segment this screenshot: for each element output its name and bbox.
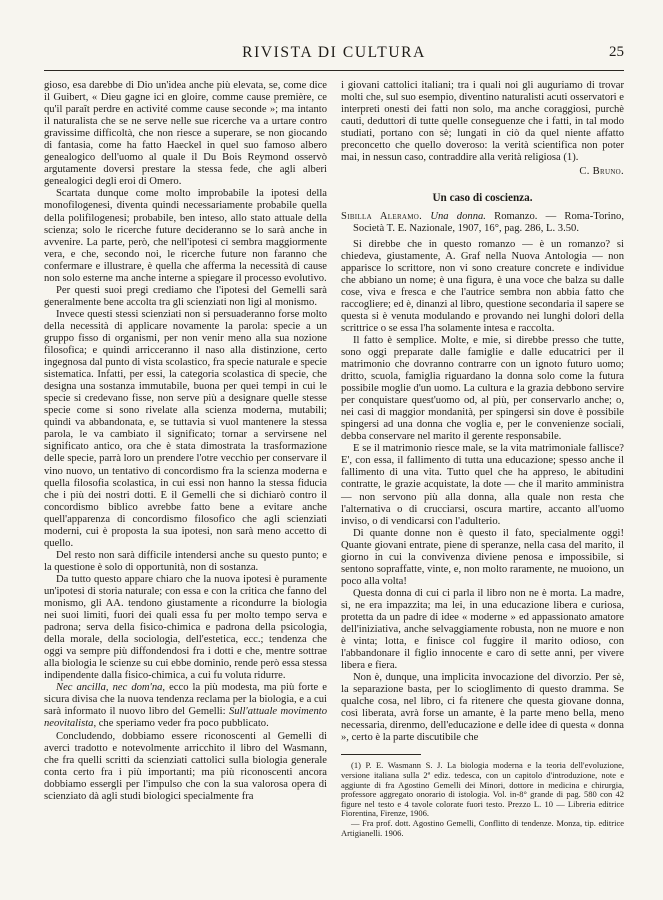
book-citation [341, 211, 624, 235]
latin-motto: Nec ancilla, nec dom'na [56, 682, 163, 694]
book-title: Sull'attuale movimento neovitalista [44, 706, 327, 730]
paragraph: Invece questi stessi scienziati non si persuaderanno forse molto della necessità di applicare novamente la parola: specie a un gruppo fisso di organismi, per non venir meno alla sua nozione filosofica; e quindi arricceranno il naso alla distinzione, certo ingegnosa dal punto di vista scolastico, fra specie naturale e specie sistematica. Infatti, per essi, la categoria scolastica di specie, che designa una sostanza immutabile, buona per quei tempi in cui le specie si credevano fisse, non serve più a designare quelle stesse specie come si sono rivelate alla scienza moderna, mutabili; quindi va abbandonata, e, se tuttavia si vuol mantenere la stessa parola, le va cambiato il significato; tornar a servirsene nel significato antico, ora che è stata dimostrata la trasformazione delle specie, parrà loro un prendere l'otre vecchio per conservare il vino nuovo, un tentativo di concordismo fra la scienza moderna e quella filosofia scolastica, in cui essi non hanno la stessa fiducia che i più dei nostri dotti. E il Gemelli che si dichiarò contro il concordismo biblico avrebbe fatto bene a evitare anche quell'apparenza di concordismo filosofico che agli scienziati moderni, cui è proposta la sua ipotesi, non sarà meno accetto di quello. [44, 308, 327, 549]
paragraph: Di quante donne non è questo il fato, specialmente oggi! Quante giovani entrate, piene di speranze, nella casa del marito, il giorno in cui la convivenza diviene penosa e impossibile, si sentono sopraffatte, vinte, e, non molto raramente, ne muoiono, un poco alla volta! [341, 527, 624, 587]
footnote: — Fra prof. dott. Agostino Gemelli, Conflitto di tendenze. Monza, tip. editrice Artigianelli. 1906. [341, 818, 624, 838]
footnotes [341, 761, 624, 838]
signature: C. Bruno. [579, 166, 624, 178]
paragraph-nec-ancilla [44, 682, 327, 730]
left-column [44, 80, 327, 803]
book-author: Sibilla Aleramo. [341, 211, 423, 223]
right-column [341, 80, 624, 838]
paragraph: Il fatto è semplice. Molte, e mie, si direbbe presso che tutte, sono oggi preparate dalle famiglie e dalle educatrici per il matrimonio che dovranno contrarre con un ignoto futuro uomo; dritto, scuola, famiglia riguardano la donna solo come la futura possibile moglie d'un uomo. La cultura e la grazia debbono servire per conquistare quest'uomo od, al più, per conservarlo anche; o, nei casi di maggior mondanità, per spingersi sin dove è possibile spingersi ad una donna che voglia e, per le convenienze sociali, debba conservare nel marito il gerente responsabile. [341, 334, 624, 443]
section-title: Un caso di coscienza. [432, 192, 533, 205]
footnote: (1) P. E. Wasmann S. J. La biologia moderna e la teoria dell'evoluzione, versione italiana sulla 2ª ediz. tedesca, con un capitolo d'introduzione, note e aggiunte di fra Agostino Gemelli dei Minori, dottore in medicina e chirurgia, professore aggregato onorario di istologia. Vol. in-8° grande di pag. 580 con 42 figure nel testo e 4 tavole colorate fuori testo. Prezzo L. 10 — Libreria editrice Fiorentina, Firenze, 1906. [341, 760, 624, 819]
paragraph: gioso, esa darebbe di Dio un'idea anche più elevata, se, come dice il Guibert, « Dieu gagne ici en gloire, comme cause première, ce qu'il paraît perdre en activité comme cause seconde »; ma intanto il naturalista che se ne serve nelle sue ricerche va a urtare contro gravissime difficoltà, che non riesce a superare, se non giocando di fantasia, come ha fatto Haeckel in quel suo famoso albero genealogico dell'uomo al quale il Du Bois Reymond osservò argutamente doversi prestare la stessa fede, che agli alberi genealogici degli eroi di Omero. [44, 80, 327, 188]
journal-title: RIVISTA DI CULTURA [242, 44, 426, 61]
paragraph: Si direbbe che in questo romanzo — è un romanzo? si chiedeva, giustamente, A. Graf nella Nuova Antologia — non apparisce lo scrittore, non vi sono creature concrete e individue che abbiano un nome; è una figura, è una voce che balza su dalle cose, viva e fresca e che l'autrice sembra non abbia fatto che raccogliere; ed è, dinanzi al libro, questione secondaria il sapere se questa si è venuta modulando e provando nei lunghi dolori della scrittrice o se essa l'ha solamente intesa e raccolta. [341, 238, 624, 334]
paragraph: E se il matrimonio riesce male, se la vita matrimoniale fallisce? E', con essa, il fallimento di tutta una educazione; spesso anche il fallimento di una vita. Tutto quel che ha appreso, le abitudini contratte, le grazie acquistate, la dote — che il marito amministra — non servono più alla donna, alla quale non resta che l'alternativa o di crucciarsi, oscura martire, accanto all'uomo inviso, o di vendicarsi con l'adulterio. [341, 443, 624, 527]
paragraph: Non è, dunque, una implicita invocazione del divorzio. Per sè, la separazione basta, per lo scioglimento di questo dramma. Se qualche cosa, nel libro, ci fa ritenere che questa giovane donna, così liberata, avrà forse un amante, è la parte meno bella, meno necessaria, direnmo, dell'educazione e delle idee di questa « donna », certo è la parte discutibile che [341, 672, 624, 744]
paragraph: Da tutto questo appare chiaro che la nuova ipotesi è puramente un'ipotesi di storia naturale; con essa e con la critica che fanno del monismo, gli AA. tendono giustamente a ricondurre la biologia nei suoi limiti, fuori dei quali essa fu per molto tempo serva e padrona; serva della fisico-chimica e padrona della psicologia, della morale, della sociologia, dell'estetica, ecc.; tendenza che oggi va sempre più diffondendosi fra i dotti e che, mentre sottrae alla biologia le scienze su cui ebbe dominio, rende però essa stessa indipendente dalla fisico-chimica, a cui fu voluta ridurre. [44, 573, 327, 682]
paragraph: i giovani cattolici italiani; tra i quali noi gli auguriamo di trovar molti che, sul suo esempio, diventino naturalisti acuti osservatori e interpreti onesti dei fatti non solo, ma anche coraggiosi, purchè cauti, deduttori di tutte quelle conseguenze che i fatti, in tal modo studiati, portano con sè; lungati in ciò da quel niente affatto preconcetto che quello doveroso: la verità scientifica non poter mai, in nessun caso, contraddire alla verità religiosa (1). [341, 80, 624, 164]
footnote-rule [341, 754, 421, 755]
text: , ecco la più modesta, ma più forte e sicura divisa che la nuova tendenza reclama per la biologia, e a cui sarà informato il nuovo libro del Gemelli: [44, 682, 327, 718]
paragraph: Questa donna di cui ci parla il libro non ne è morta. La madre, sì, ne era impazzita; ma lei, in una educazione libera e curiosa, protetta da un padre di idee « moderne » ed appassionato amatore dell'iniziativa, anche selvaggiamente robusta, non ne muore e non è vinta; lotta, e finisce col fuggire il marito odioso, con l'abbandonare il figlio innocente e caro di sette anni, per vivere libera e fiera. [341, 587, 624, 672]
header-rule [44, 70, 624, 71]
running-header [44, 40, 624, 64]
paragraph: Scartata dunque come molto improbabile la ipotesi della monofilogenesi, diventa quindi necessariamente probabile quella della polifilogenesi; probabile, ben inteso, allo stato attuale della scienza; solo le ricerche future decideranno se lo sarà anche in avvenire. La parte, però, che nell'ipotesi ci sembra maggiormente vera, e che, secondo noi, le ricerche future non faranno che confermare e illustrare, è quella che afferma la necessità di cause non solo esterne ma anche interne a spiegare il processo evolutivo. [44, 188, 327, 284]
paragraph: Del resto non sarà difficile intendersi anche su questo punto; e la questione è solo di opportunità, non di sostanza. [44, 549, 327, 573]
text: , che speriamo veder fra poco pubblicato. [93, 718, 269, 730]
page-number: 25 [609, 44, 624, 60]
book-title: Una donna. [430, 211, 486, 223]
book-details: Romanzo. — Roma-Torino, Società T. E. Nazionale, 1907, 16°, pag. 286, L. 3.50. [353, 211, 624, 235]
paragraph: Per questi suoi pregi crediamo che l'ipotesi del Gemelli sarà generalmente bene accolta tra gli scienziati non ligi al monismo. [44, 284, 327, 308]
paragraph: Concludendo, dobbiamo essere riconoscenti al Gemelli di averci tradotto e notevolmente arricchito il libro del Wasmann, che fra quelli scritti da scienziati cattolici sulla biologia generale conta certo fra i più importanti; ma più riconoscenti ancora dobbiamo essergli per l'impulso che con la sua valorosa opera di scienziato dà agli studi biologici specialmente fra [44, 730, 327, 802]
